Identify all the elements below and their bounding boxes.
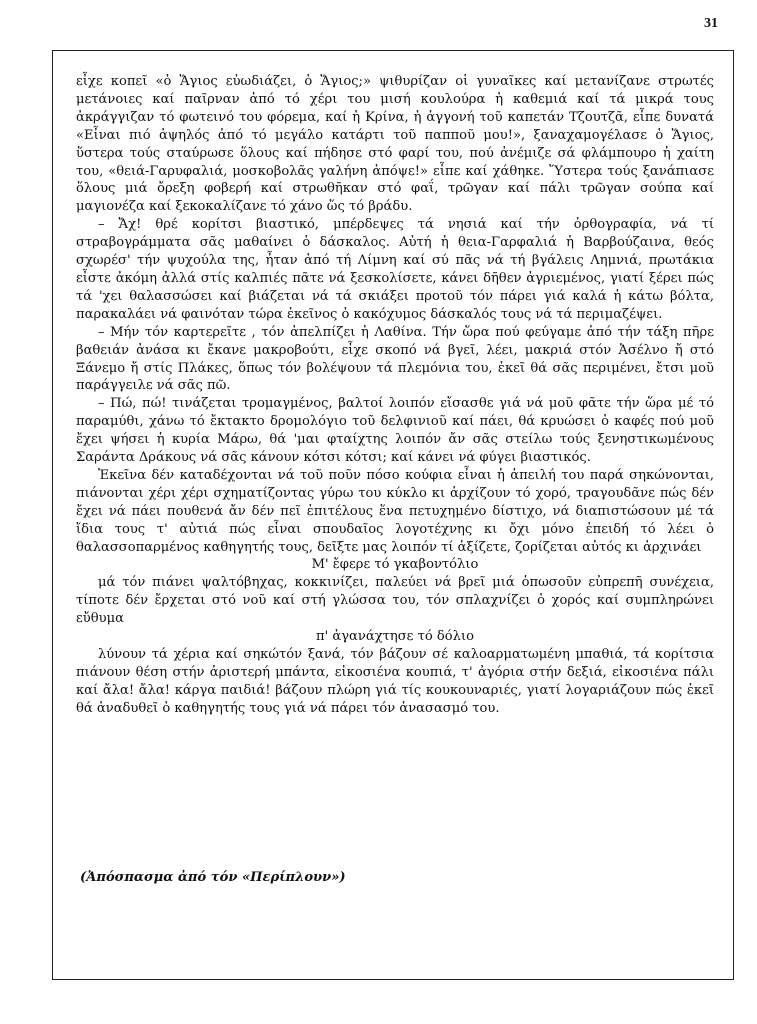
paragraph-2: – Ἄχ! θρέ κορίτσι βιαστικό, μπέρδεψες τά νησιά καί τήν ὀρθογραφία, νά τί στραβογράμματα σᾶς μαθαίνει ὁ δάσκαλος. Αὐτή ἡ θεια-Γαρφαλιά ἡ Βαρβούζαινα, θεός σχωρέσ' τήν ψυχούλα της, ἦταν ἀπό τή Λίμνη καί σύ πᾶς νά τή βγάλεις Λημνιά, πρωτάκια εἶστε ἀκόμη ἀλλά στίς καλπιές πᾶτε νά ξεσκολίσετε, κάνει δῆθεν ἀγριεμένος, γιατί ξέρει πώς τά 'χει θαλασσώσει καί βιάζεται νά τά σκιάξει προτοῦ τόν πάρει γιά καλά ἡ κάτω βόλτα, παρακαλάει νά φαινόταν τώρα ἐκεῖνος ὁ κακόχυμος δάσκαλός τους νά τά περιμαζέψει.	[76, 217, 714, 322]
paragraph-5: Ἐκεῖνα δέν καταδέχονται νά τοῦ ποῦν πόσο κούφια εἶναι ἡ ἀπειλή του παρά σηκώνονται, πιάνονται χέρι χέρι σχηματίζοντας γύρω του κύκλο κι ἀρχίζουν τό χορό, τραγουδᾶνε πώς δέν ἔχει νά πάει πουθενά ἄν δέν πεῖ ἐπιτέλους ἕνα πετυχημένο δίστιχο, νά διαπιστώσουν μέ τά ἴδια τους τ' αὐτιά πώς εἶναι σπουδαῖος λογοτέχνης κι ὄχι μόνο ἐπειδή τό λέει ὁ θαλασσοπαρμένος καθηγητής τους, δεῖξτε μας λοιπόν τί ἀξίζετε, ζορίζεται αὐτός κι ἀρχινάει	[76, 467, 714, 555]
verse-line-2: π' ἀγανάχτησε τό δόλιο	[316, 629, 474, 645]
article-body	[76, 73, 714, 718]
paragraph-7: λύνουν τά χέρια καί σηκώτόν ξανά, τόν βάζουν σέ καλοαρματωμένη μπαθιά, τά κορίτσια πιάνουν θέση στήν ἀριστερή μπάντα, εἰκοσιένα κουπιά, τ' ἀγόρια στήν δεξιά, εἰκοσιένα πάλι καί ἄλα! ἄλα! κάργα παιδιά! βάζουν πλώρη γιά τίς κουκουναριές, γιατί λογαριάζουν πώς ἐκεῖ θά ἀναδυθεῖ ὁ καθηγητής τους γιά νά πάρει τόν ἀνασασμό του.	[76, 647, 714, 716]
source-citation: (Ἀπόσπασμα ἀπό τόν «Περίπλουν»)	[80, 870, 346, 885]
paragraph-1: εἶχε κοπεῖ «ὁ Ἅγιος εὐωδιάζει, ὁ Ἅγιος;» ψιθυρίζαν οἱ γυναῖκες καί μετανίζανε στρωτές μετάνοιες καί παῖρναν ἀπό τό χέρι του μισή κουλούρα ἡ καθεμιά καί τά μικρά τους ἀκράγγιζαν τό φωτεινό του φόρεμα, καί ἡ Κρίνα, ἡ ἀγγονή τοῦ καπετάν Τζουτζᾶ, εἶπε δυνατά «Εἶναι πιό ἀψηλός ἀπό τό μεγάλο κατάρτι τοῦ παπποῦ μου!», ξαναχαμογέλασε ὁ Ἅγιος, ὕστερα τούς σταύρωσε ὅλους καί πήδησε στό φαρί του, πού ἀνέμιζε σά φλάμπουρο ἡ χαίτη του, «θειά-Γαρυφαλιά, μοσκοβολᾶς γαλήνη ἀπόψε!» εἶπε καί χάθηκε. Ὕστερα τούς ξανάπιασε ὅλους μιά ὄρεξη φοβερή καί στρωθῆκαν στό φαΐ, τρῶγαν καί πάλι τρῶγαν σούπα καί μαγιονέζα καί ξεκοκαλίζανε τό χάνο ὥς τό βράδυ.	[76, 74, 714, 215]
verse-line-1: Μ' ἔφερε τό γκαβοντόλιο	[311, 557, 479, 573]
paragraph-3: – Μήν τόν καρτερεῖτε , τόν ἀπελπίζει ἡ Λαθίνα. Τήν ὥρα πού φεύγαμε ἀπό τήν τάξη πῆρε βαθειάν ἀνάσα κι ἔκανε μακροβούτι, εἶχε σκοπό νά βγεῖ, λέει, μακριά στόν Ἀσέλνο ἤ στό Ξάνεμο ἤ στίς Πλάκες, ὅπως τόν βολέψουν τά πλεμόνια του, ἐκεῖ θά σᾶς περιμένει, ἔτσι μοῦ παράγγειλε νά σᾶς πῶ.	[76, 324, 714, 394]
paragraph-4: – Πώ, πώ! τινάζεται τρομαγμένος, βαλτοί λοιπόν εἴσασθε γιά νά μοῦ φᾶτε τήν ὥρα μέ τό παραμύθι, χάνω τό ἔκτακτο δρομολόγιο τοῦ δελφινιοῦ καί πάει, θά κρυώσει ὁ καφές πού μοῦ ἔχει ψήσει ἡ κυρία Μάρω, θά 'μαι φταίχτης λοιπόν ἄν σᾶς στείλω τούς ξενηστικωμένους Σαράντα Δράκους νά σᾶς κάνουν κότσι κότσι; καί κάνει νά φύγει βιαστικός.	[76, 396, 714, 466]
paragraph-6: μά τόν πιάνει ψαλτόβηχας, κοκκινίζει, παλεύει νά βρεῖ μιά ὁπωσοῦν εὐπρεπῆ συνέχεια, τίποτε δέν ἔρχεται στό νοῦ καί στή γλώσσα του, τόν σπλαχνίζει ὁ χορός καί συμπληρώνει εὔθυμα	[76, 575, 714, 627]
page-number: 31	[704, 16, 718, 31]
